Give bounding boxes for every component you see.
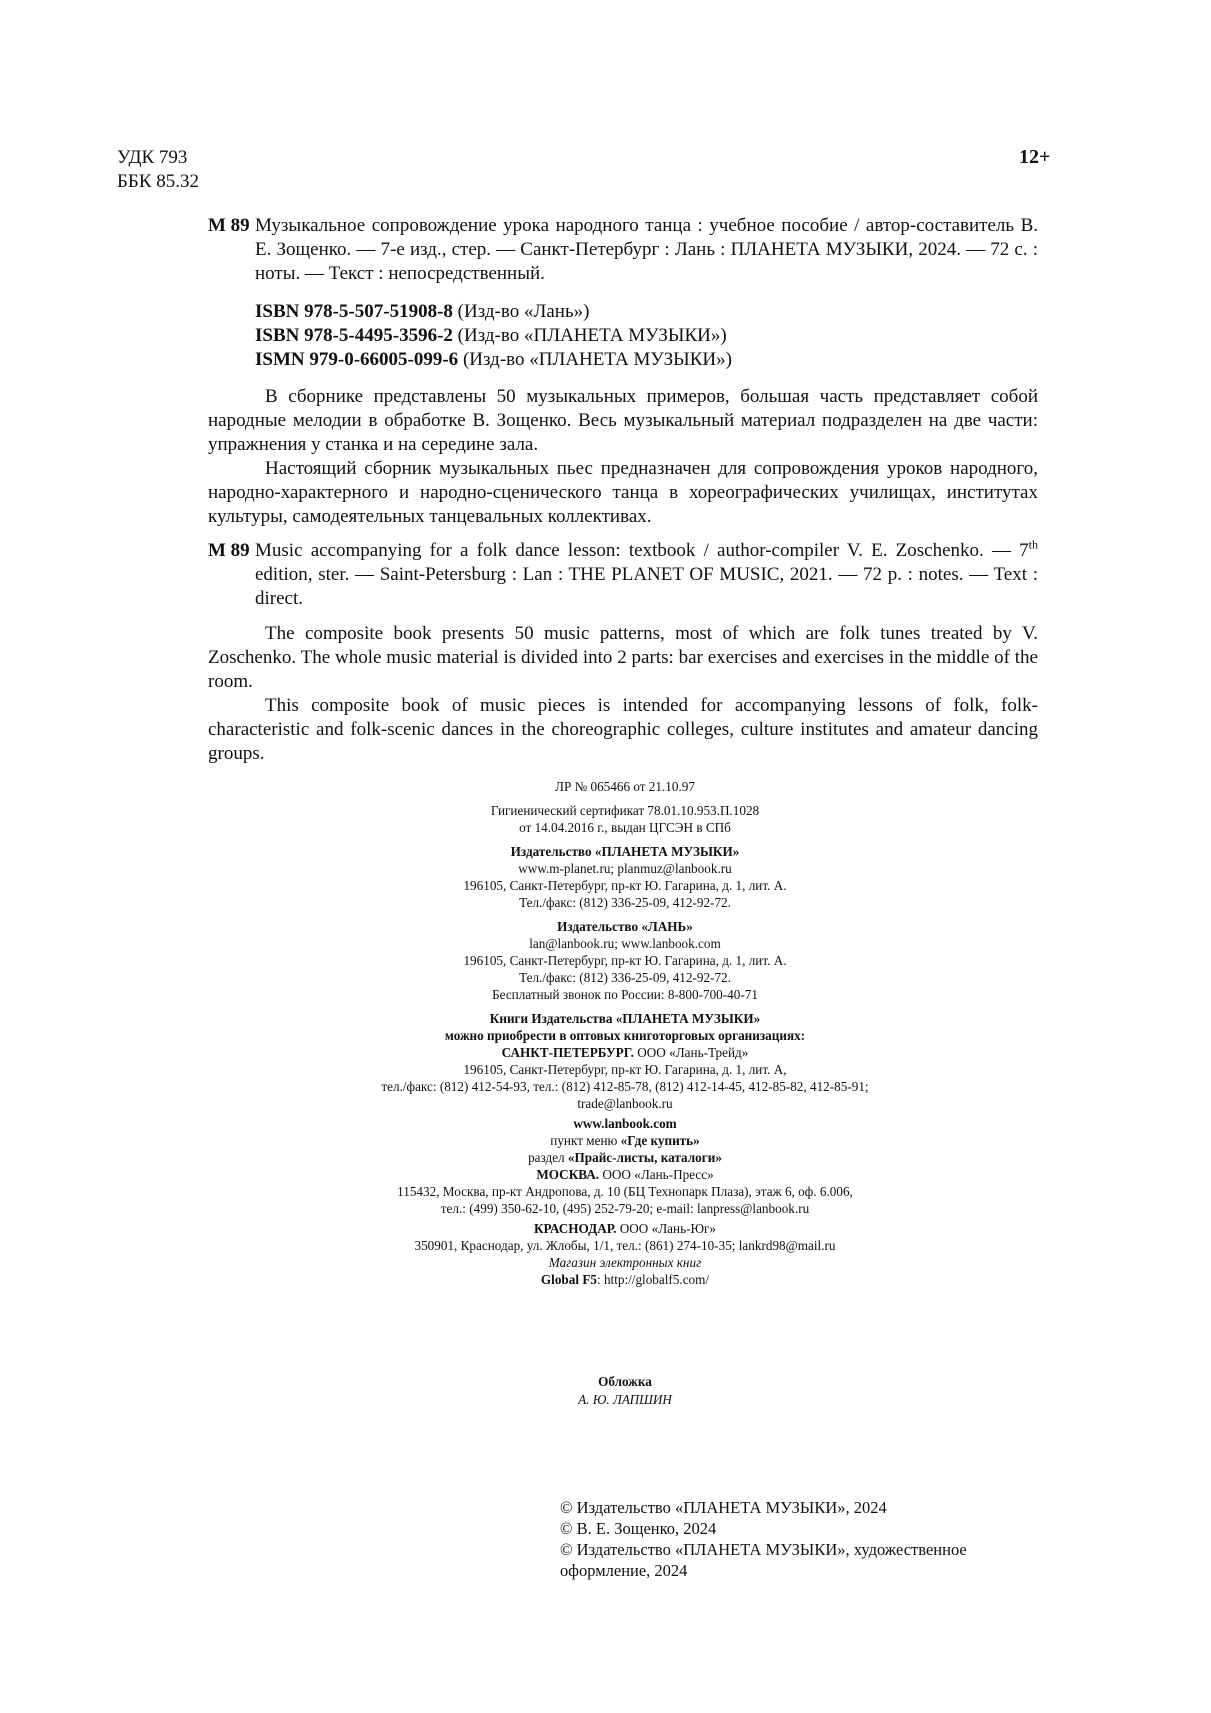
spb-address: 196105, Санкт-Петербург, пр-кт Ю. Гагарина, д. 1, лит. А,: [463, 1062, 787, 1077]
ismn-number: ISMN 979-0-66005-099-6: [255, 349, 459, 370]
ru-entry-text: Музыкальное сопровождение урока народного танца : учебное пособие / автор-составитель В. Е. Зощенко. — 7-е изд., стер. — Санкт-Петербург : Лань : ПЛАНЕТА МУЗЫКИ, 2024. — 72 с. : ноты. — Текст : непосредственный.: [255, 215, 1038, 284]
en-entry-superscript: th: [1028, 537, 1038, 552]
spb-phones: тел./факс: (812) 412-54-93, тел.: (812) 412-85-78, (812) 412-14-45, 412-85-82, 412-85-91;: [381, 1079, 869, 1094]
ebook-store-label: Магазин электронных книг: [548, 1255, 702, 1270]
moscow-city: МОСКВА.: [536, 1167, 600, 1182]
age-rating: 12+: [1019, 146, 1051, 168]
menu-item-where-to-buy: «Где купить»: [620, 1133, 700, 1148]
en-annotation: [208, 622, 1038, 766]
distributors-subheading: можно приобрести в оптовых книготорговых организациях:: [444, 1028, 806, 1043]
isbn-number: ISBN 978-5-4495-3596-2: [255, 325, 453, 346]
ismn-line: [255, 348, 1085, 372]
isbn-number: ISBN 978-5-507-51908-8: [255, 301, 453, 322]
lan-address: 196105, Санкт-Петербург, пр-кт Ю. Гагарина, д. 1, лит. А.: [463, 953, 787, 968]
certificate-line: Гигиенический сертификат 78.01.10.953.П.1028: [490, 803, 760, 818]
ismn-publisher: (Изд-во «ПЛАНЕТА МУЗЫКИ»): [458, 349, 732, 370]
spb-city: САНКТ-ПЕТЕРБУРГ.: [501, 1045, 634, 1060]
website-link[interactable]: www.lanbook.com: [573, 1116, 677, 1131]
ru-annotation-paragraph: Настоящий сборник музыкальных пьес предназначен для сопровождения уроков народного, народно-характерного и народно-сценического танца в хореографических училищах, институтах культуры, самодеятельных танцевальных коллективах.: [208, 458, 1038, 527]
en-entry-text-a: Music accompanying for a folk dance lesson: textbook / author-compiler V. E. Zoschenko. — 7: [255, 540, 1029, 561]
planeta-publisher-block: [240, 843, 1010, 911]
section-price-lists: «Прайс-листы, каталоги»: [567, 1150, 722, 1165]
en-entry-text-b: edition, ster. — Saint-Petersburg : Lan : THE PLANET OF MUSIC, 2021. — 72 p. : notes. — Text : direct.: [255, 564, 1038, 609]
planeta-contacts: www.m-planet.ru; planmuz@lanbook.ru: [518, 861, 732, 876]
copyright-line: © Издательство «ПЛАНЕТА МУЗЫКИ», 2024: [560, 1498, 887, 1517]
en-annotation-paragraph: This composite book of music pieces is intended for accompanying lessons of folk, folk-characteristic and folk-scenic dances in the choreographic colleges, culture institutes and amateur dancing groups.: [208, 695, 1038, 764]
moscow-address: 115432, Москва, пр-кт Андропова, д. 10 (БЦ Технопарк Плаза), этаж 6, оф. 6.006,: [397, 1184, 853, 1199]
section-prefix: раздел: [528, 1150, 568, 1165]
global-f5-url[interactable]: : http://globalf5.com/: [596, 1272, 710, 1287]
isbn-line: [255, 300, 1085, 324]
planeta-address: 196105, Санкт-Петербург, пр-кт Ю. Гагарина, д. 1, лит. А.: [463, 878, 787, 893]
isbn-line: [255, 324, 1085, 348]
classification-codes: [117, 146, 199, 194]
spb-email: trade@lanbook.ru: [577, 1096, 673, 1111]
krasnodar-address: 350901, Краснодар, ул. Жлобы, 1/1, тел.: (861) 274-10-35; lankrd98@mail.ru: [414, 1238, 836, 1253]
global-f5-name: Global F5: [540, 1272, 597, 1287]
bbk-code: ББК 85.32: [117, 171, 199, 192]
isbn-publisher: (Изд-во «Лань»): [452, 301, 590, 322]
copyright-block: [560, 1497, 1000, 1581]
krasnodar-city: КРАСНОДАР.: [533, 1221, 617, 1236]
moscow-org: ООО «Лань-Пресс»: [599, 1167, 714, 1182]
distributors-block: [240, 1010, 1010, 1288]
distributors-heading: Книги Издательства «ПЛАНЕТА МУЗЫКИ»: [489, 1011, 761, 1026]
planeta-phone: Тел./факс: (812) 336-25-09, 412-92-72.: [519, 895, 731, 910]
lan-free-call: Бесплатный звонок по России: 8-800-700-40-71: [492, 987, 758, 1002]
en-annotation-paragraph: The composite book presents 50 music patterns, most of which are folk tunes treated by V. Zoschenko. The whole music material is divided into 2 parts: bar exercises and exercises in the middle of the room.: [208, 623, 1038, 692]
lan-contacts: lan@lanbook.ru; www.lanbook.com: [529, 936, 721, 951]
license-line: ЛР № 065466 от 21.10.97: [555, 779, 695, 794]
certificate-line: от 14.04.2016 г., выдан ЦГСЭН в СПб: [519, 820, 731, 835]
isbn-publisher: (Изд-во «ПЛАНЕТА МУЗЫКИ»): [452, 325, 727, 346]
ru-annotation: [208, 385, 1038, 529]
cover-label: Обложка: [598, 1374, 652, 1389]
en-bibliographic-entry: [208, 539, 1038, 611]
moscow-phones: тел.: (499) 350-62-10, (495) 252-79-20; e-mail: lanpress@lanbook.ru: [440, 1201, 810, 1216]
spb-org: ООО «Лань-Трейд»: [633, 1045, 749, 1060]
ru-entry-code: М 89: [208, 215, 250, 236]
isbn-list: [208, 300, 1085, 372]
menu-prefix: пункт меню: [550, 1133, 621, 1148]
planeta-title: Издательство «ПЛАНЕТА МУЗЫКИ»: [510, 844, 740, 859]
copyright-line: © В. Е. Зощенко, 2024: [560, 1519, 717, 1538]
udk-code: УДК 793: [117, 147, 188, 168]
krasnodar-org: ООО «Лань-Юг»: [616, 1221, 717, 1236]
cover-credit: [240, 1373, 1010, 1409]
en-entry-code: М 89: [208, 540, 250, 561]
lan-title: Издательство «ЛАНЬ»: [557, 919, 693, 934]
ru-annotation-paragraph: В сборнике представлены 50 музыкальных примеров, большая часть представляет собой народные мелодии в обработке В. Зощенко. Весь музыкальный материал подразделен на две части: упражнения у станка и на середине зала.: [208, 386, 1038, 455]
lan-publisher-block: [240, 918, 1010, 1003]
ru-bibliographic-entry: [208, 214, 1038, 286]
publisher-imprint: [240, 778, 1010, 1295]
cover-artist: А. Ю. ЛАПШИН: [578, 1392, 672, 1407]
lan-phone: Тел./факс: (812) 336-25-09, 412-92-72.: [519, 970, 731, 985]
copyright-line: © Издательство «ПЛАНЕТА МУЗЫКИ», художественное оформление, 2024: [560, 1540, 967, 1580]
